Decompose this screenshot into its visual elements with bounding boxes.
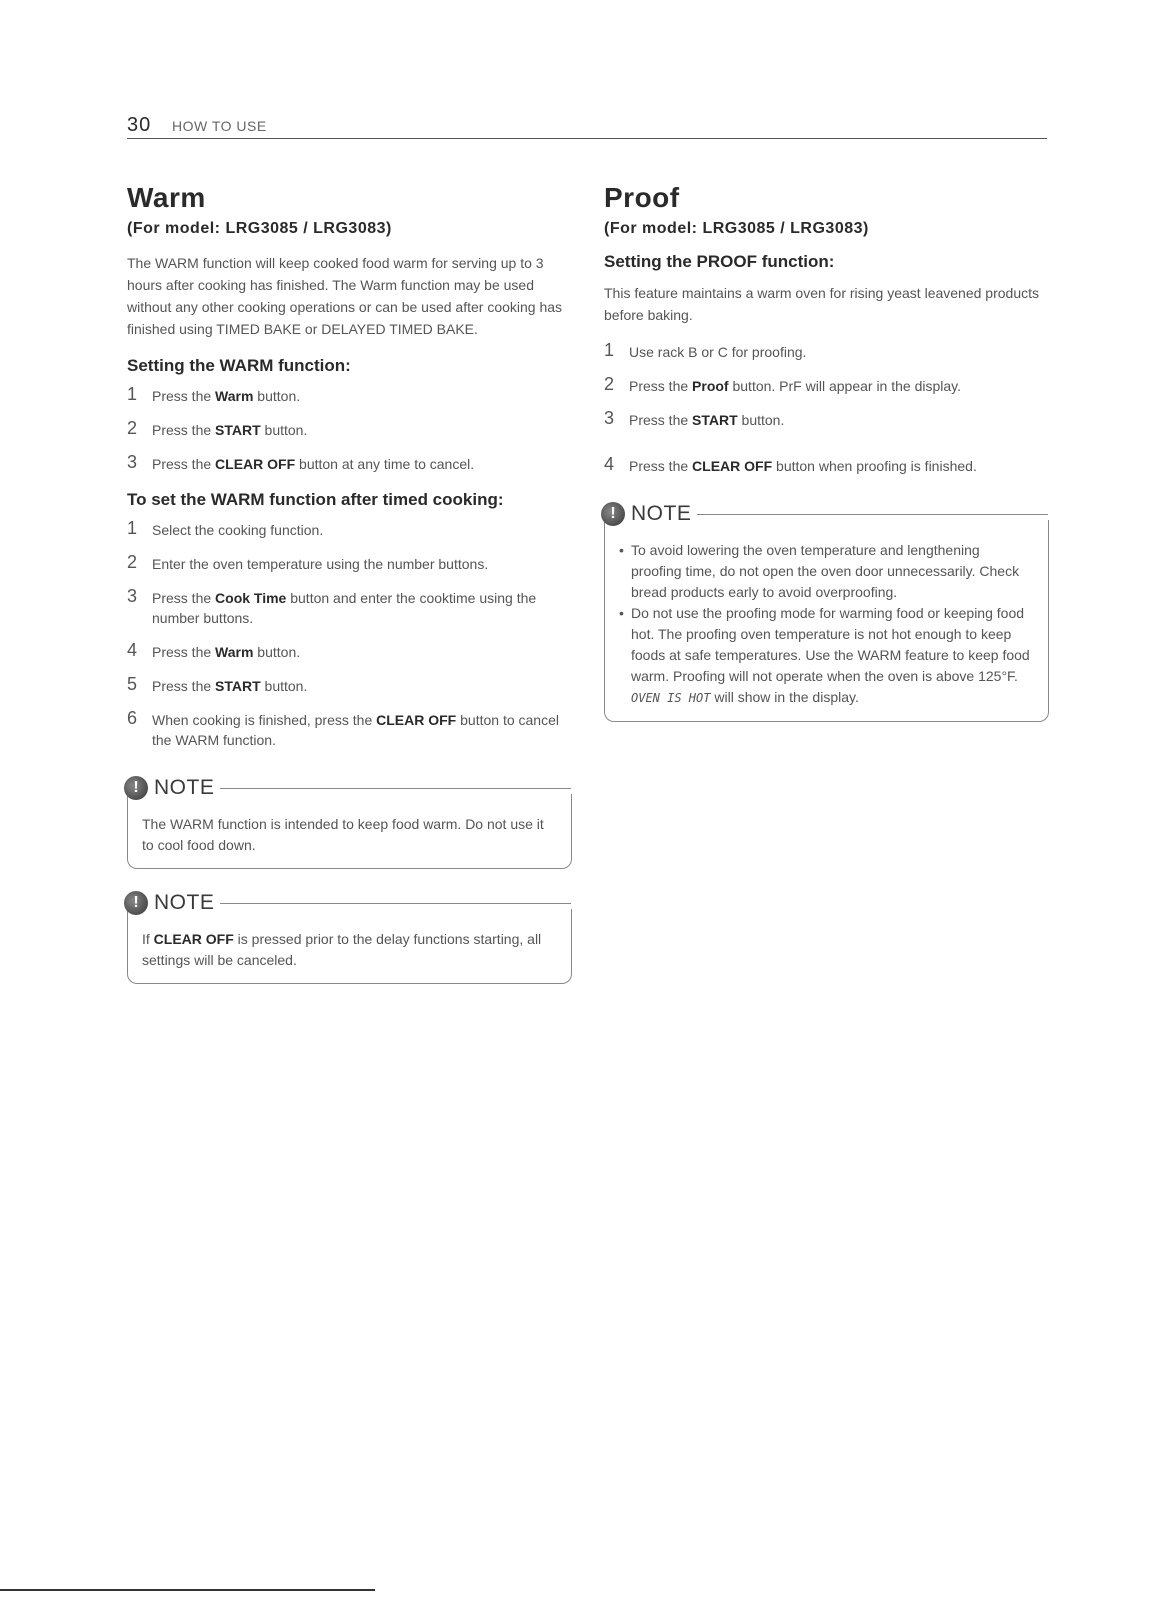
list-item: 2 Press the START button. [127,418,308,438]
warm-after-steps [127,520,572,750]
proof-intro: This feature maintains a warm oven for rising yeast leavened products before baking. [604,285,1039,323]
list-item: 1 Select the cooking function. [127,518,324,538]
list-item: 5 Press the START button. [127,674,308,694]
warm-setting-heading: Setting the WARM function: [127,356,351,375]
display-readout: OVEN IS HOT [631,691,711,705]
warm-after-heading: To set the WARM function after timed cooking: [127,490,504,509]
list-item: 4 Press the Warm button. [127,640,301,660]
warm-section [127,180,572,984]
page-header [127,112,1047,139]
proof-title: Proof [604,182,680,213]
proof-section [604,180,1049,722]
warning-icon: ! [124,776,148,800]
warm-note-2 [127,891,572,984]
note-text: The WARM function is intended to keep food warm. Do not use it to cool food down. [142,816,544,853]
proof-model: (For model: LRG3085 / LRG3083) [604,220,869,237]
warning-icon: ! [124,891,148,915]
list-item: 2 Enter the oven temperature using the number buttons. [127,552,489,572]
warm-model: (For model: LRG3085 / LRG3083) [127,220,392,237]
list-item: 6 When cooking is finished, press the CLEAR OFF button to cancel the WARM function. [127,708,559,748]
note-label: NOTE [154,891,220,915]
list-item: 1 Press the Warm button. [127,384,301,404]
proof-steps [604,342,1049,476]
list-item: • To avoid lowering the oven temperature and lengthening proofing time, do not open the oven door unnecessarily. Check bread products early to avoid overproofing. [619,540,1034,603]
proof-setting-heading: Setting the PROOF function: [604,252,835,271]
note-text: If CLEAR OFF is pressed prior to the delay functions starting, all settings will be canceled. [142,931,542,968]
list-item: 4 Press the CLEAR OFF button when proofing is finished. [604,454,977,474]
warm-setting-steps [127,386,572,474]
list-item: 3 Press the CLEAR OFF button at any time to cancel. [127,452,475,472]
warm-intro: The WARM function will keep cooked food warm for serving up to 3 hours after cooking has finished. The Warm function may be used without any other cooking operations or can be used after cooking has finished using TIMED BAKE or DELAYED TIMED BAKE. [127,255,563,337]
note-label: NOTE [154,776,220,800]
warning-icon: ! [601,502,625,526]
proof-note [604,502,1049,722]
list-item: 3 Press the Cook Time button and enter the cooktime using the number buttons. [127,586,537,626]
list-item: 3 Press the START button. [604,408,785,428]
list-item: 1 Use rack B or C for proofing. [604,340,807,360]
note-label: NOTE [631,502,697,526]
list-item: • Do not use the proofing mode for warming food or keeping food hot. The proofing oven temperature is not hot enough to keep foods at safe temperatures. Use the WARM feature to keep food warm. Proofing will not operate when the oven is above 125°F. OVEN IS HOT will show in the display. [619,603,1034,709]
warm-title: Warm [127,182,206,213]
page-number: 30 [127,114,152,136]
warm-note-1 [127,776,572,869]
note-bullets [619,530,1034,709]
section-label: HOW TO USE [172,118,267,134]
list-item: 2 Press the Proof button. PrF will appear in the display. [604,374,962,394]
page-bottom-rule [0,1589,375,1591]
